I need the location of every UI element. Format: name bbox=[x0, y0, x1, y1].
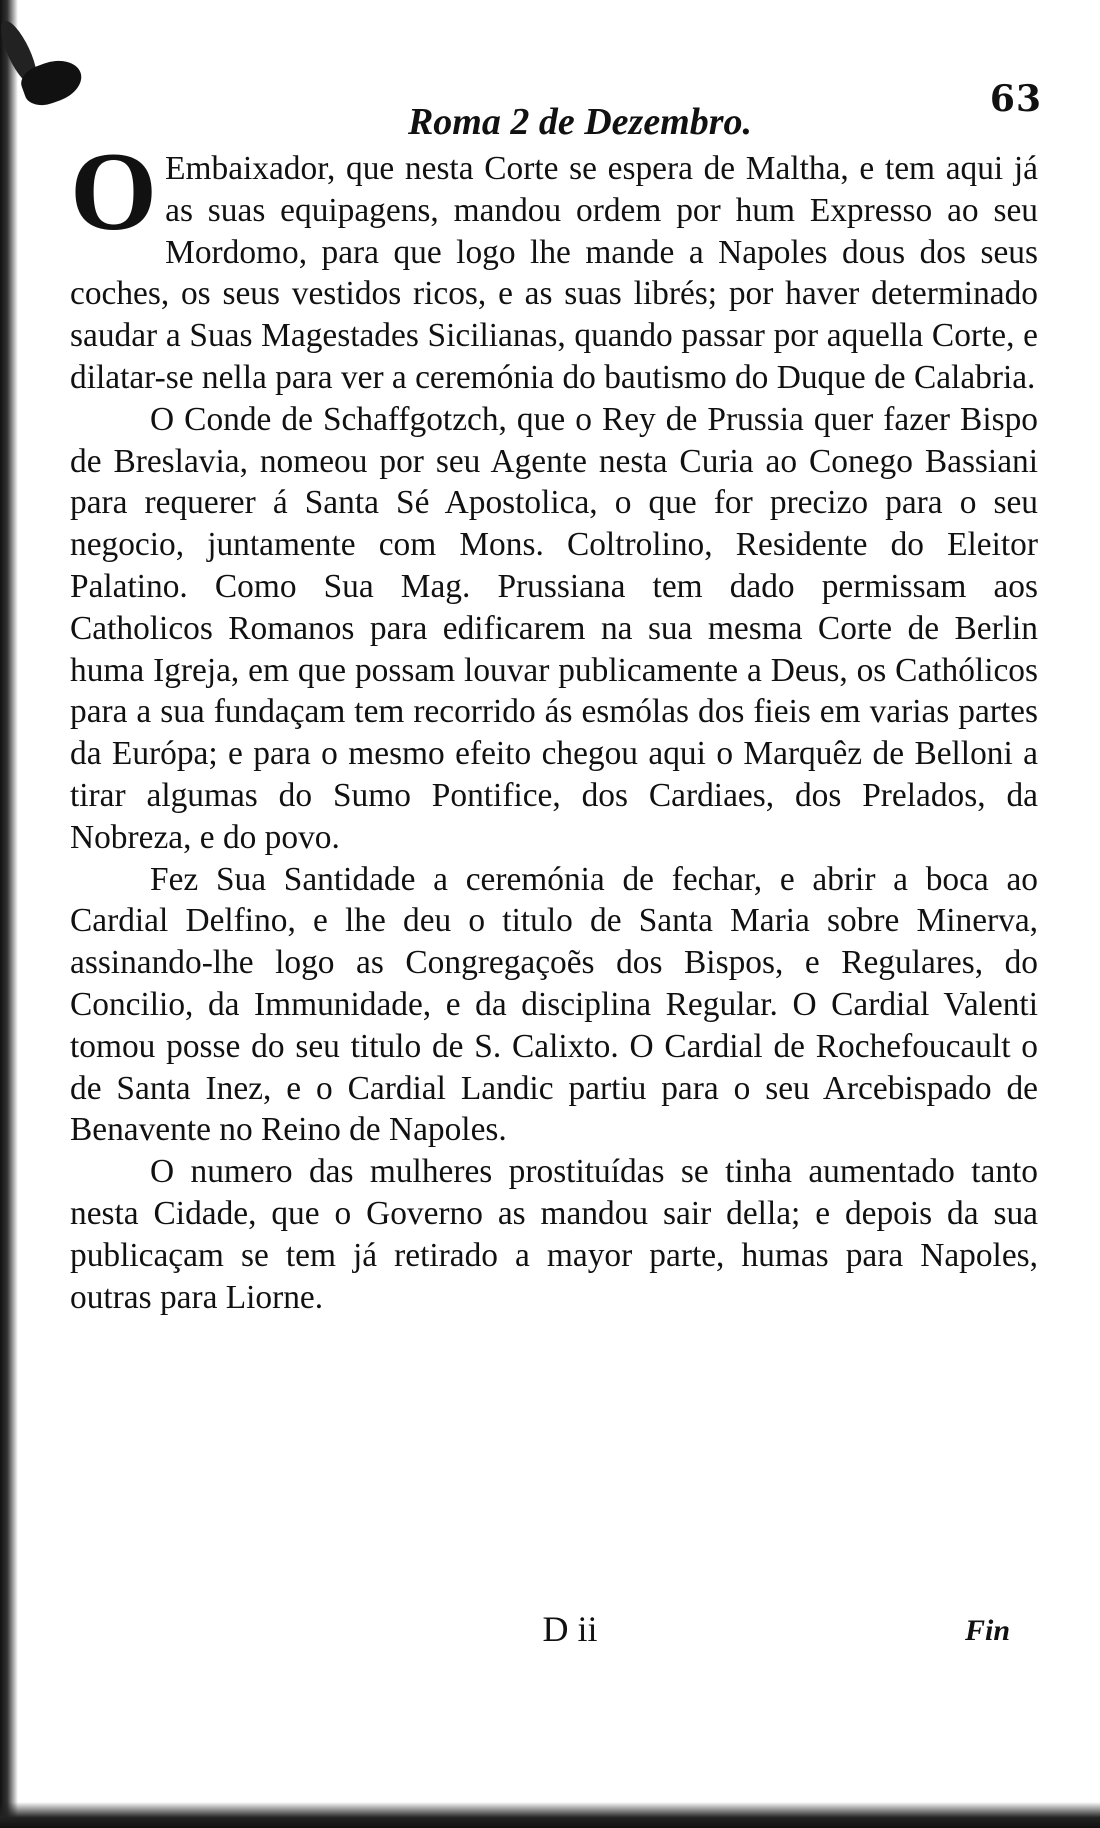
article-body bbox=[70, 130, 1038, 1318]
paragraph-text: Fez Sua Santidade a ceremónia de fechar, e abrir a boca ao Cardial Delfino, e lhe deu o titulo de Santa Maria sobre Minerva, assinando-lhe logo as Congregaçoẽs dos Bispos, e Regulares, do Concilio, da Immunidade, e da disciplina Regular. O Cardial Valenti tomou posse do seu titulo de S. Calixto. O Cardial de Rochefoucault o de Santa Inez, e o Cardial Landic partiu para o seu Arcebispado de Benavente no Reino de Napoles. bbox=[70, 860, 1038, 1149]
paragraph-text: O numero das mulheres prostituídas se tinha aumentado tanto nesta Cidade, que o Governo as mandou sair della; e depois da sua publicaçam se tem já retirado a mayor parte, humas para Napoles, outras para Liorne. bbox=[70, 1153, 1038, 1316]
paragraph bbox=[70, 399, 1038, 859]
page-number: 63 bbox=[989, 78, 1042, 120]
scan-bottom-edge bbox=[0, 1802, 1100, 1828]
paragraph-text: Embaixador, que nesta Corte se espera de Maltha, e tem aqui já as suas equipagens, mandou ordem por hum Expresso ao seu Mordomo, para que logo lhe mande a Napoles dous dos seus coches, os seus vestidos ricos, e as suas librés; por haver determinado saudar a Suas Magestades Sicilianas, quando passar por aquella Corte, e dilatar-se nella para ver a ceremónia do bautismo do Duque de Calabria. bbox=[70, 150, 1038, 396]
paragraph-text: O Conde de Schaffgotzch, que o Rey de Prussia quer fazer Bispo de Breslavia, nomeou por seu Agente nesta Curia ao Conego Bassiani para requerer á Santa Sé Apostolica, o que for precizo para o seu negocio, juntamente com Mons. Coltrolino, Residente do Eleitor Palatino. Como Sua Mag. Prussiana tem dado permissam aos Catholicos Romanos para edificarem na sua mesma Corte de Berlin huma Igreja, em que possam louvar publicamente a Deus, os Cathólicos para a sua fundaçam tem recorrido ás esmólas dos fieis em varias partes da Európa; e para o mesmo efeito chegou aqui o Marquêz de Belloni a tirar algumas do Sumo Pontifice, dos Cardiaes, dos Prelados, da Nobreza, e do povo. bbox=[70, 400, 1038, 856]
signature-mark: D ii bbox=[542, 1609, 598, 1649]
paragraph bbox=[70, 859, 1038, 1152]
catchword: Fin bbox=[964, 1614, 1010, 1647]
paragraph bbox=[70, 1151, 1038, 1318]
paragraph bbox=[70, 130, 1038, 399]
dateline-heading: Roma 2 de Dezembro. bbox=[407, 101, 753, 143]
drop-cap: O bbox=[70, 130, 158, 254]
scan-left-edge bbox=[0, 0, 18, 1828]
